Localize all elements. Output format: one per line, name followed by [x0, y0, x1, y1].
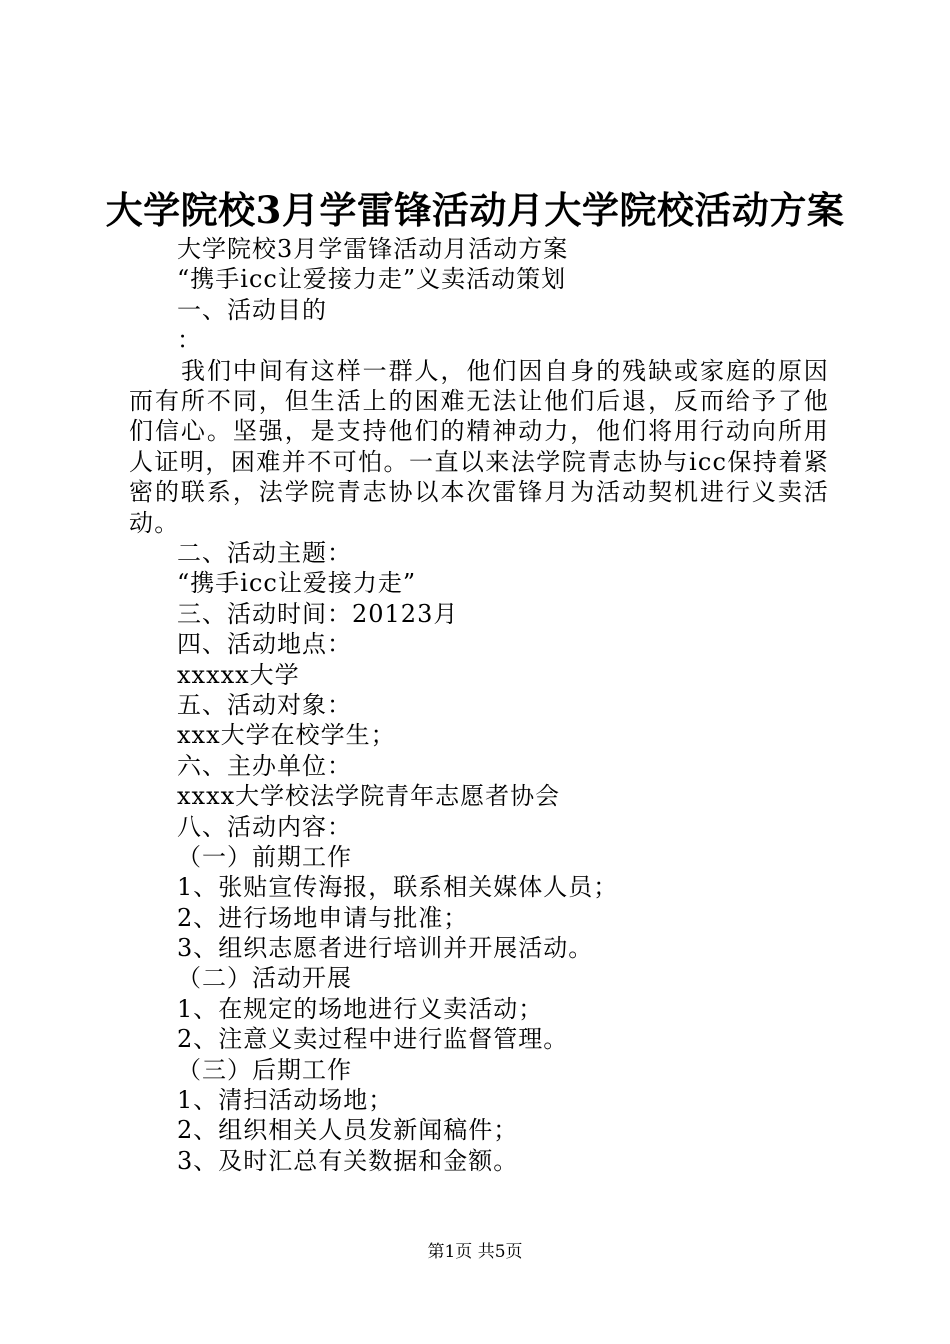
subsection-heading: （一）前期工作 [177, 842, 352, 871]
document-title: 大学院校3月学雷锋活动月大学院校活动方案 [105, 188, 845, 232]
list-item: 2、注意义卖过程中进行监督管理。 [177, 1025, 569, 1054]
text-line: xxxxx大学 [177, 660, 300, 689]
section-heading: 八、活动内容： [177, 812, 352, 841]
section-heading: 六、主办单位： [177, 751, 352, 780]
section-heading: 三、活动时间：20123月 [177, 599, 459, 628]
list-item: 3、组织志愿者进行培训并开展活动。 [177, 934, 594, 963]
section-heading: 四、活动地点： [177, 630, 352, 659]
list-item: 1、张贴宣传海报，联系相关媒体人员； [177, 873, 619, 902]
list-item: 1、在规定的场地进行义卖活动； [177, 994, 544, 1023]
text-line: “携手icc让爱接力走”义卖活动策划 [177, 265, 567, 294]
subsection-heading: （三）后期工作 [177, 1055, 352, 1084]
page-number: 第1页 共5页 [427, 1242, 523, 1262]
list-item: 2、进行场地申请与批准； [177, 903, 469, 932]
subsection-heading: （二）活动开展 [177, 964, 352, 993]
list-item: 2、组织相关人员发新闻稿件； [177, 1116, 519, 1145]
text-line: ： [177, 326, 202, 355]
document-body [129, 234, 829, 1176]
section-heading: 一、活动目的 [177, 295, 327, 324]
list-item: 3、及时汇总有关数据和金额。 [177, 1146, 519, 1175]
list-item: 1、清扫活动场地； [177, 1086, 394, 1115]
text-line: “携手icc让爱接力走” [177, 569, 417, 598]
text-line: xxxx大学校法学院青年志愿者协会 [177, 782, 561, 811]
purpose-paragraph: 我们中间有这样一群人，他们因自身的残缺或家庭的原因而有所不同，但生活上的困难无法让他们后退，反而给予了他们信心。坚强，是支持他们的精神动力，他们将用行动向所用人证明，困难并不可怕。一直以来法学院青志协与icc保持着紧密的联系，法学院青志协以本次雷锋月为活动契机进行义卖活动。 [129, 356, 829, 537]
section-heading: 五、活动对象： [177, 690, 352, 719]
section-heading: 二、活动主题： [177, 539, 352, 567]
text-line: xxx大学在校学生； [177, 721, 396, 750]
text-line: 大学院校3月学雷锋活动月活动方案 [177, 235, 569, 263]
